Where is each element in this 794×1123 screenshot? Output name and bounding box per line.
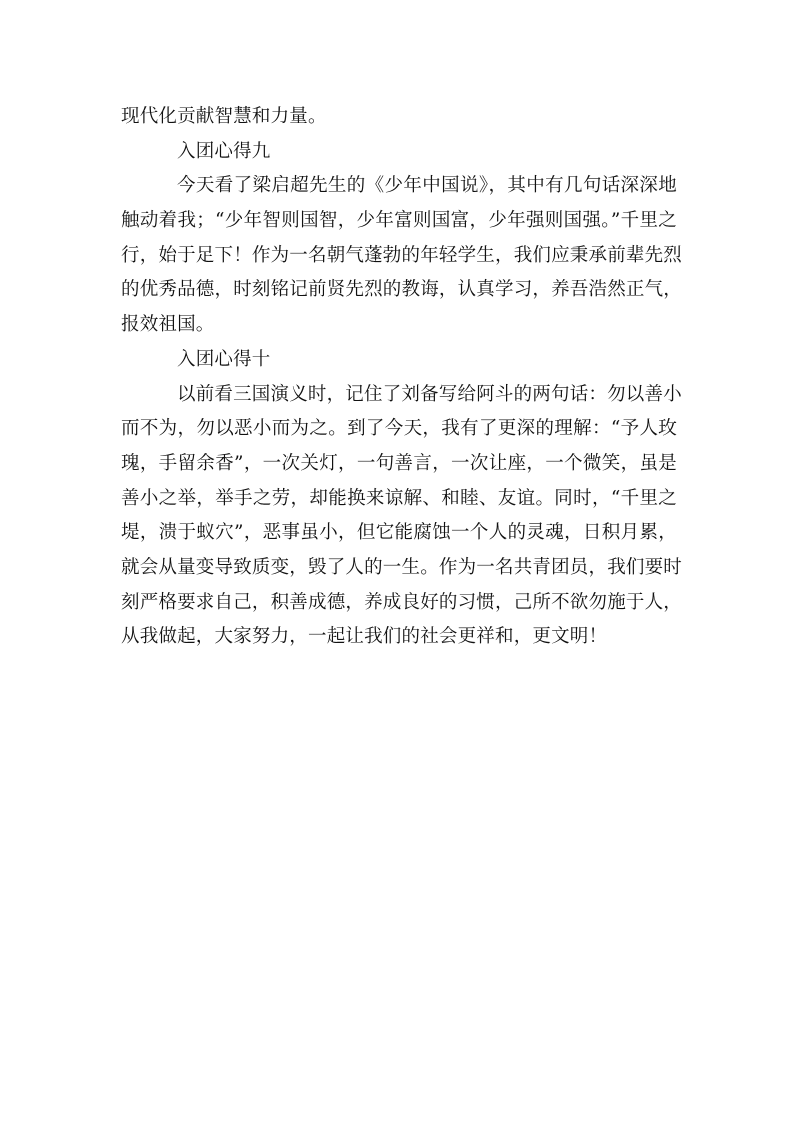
section-heading-10: 入团心得十 bbox=[177, 348, 271, 370]
paragraph-line: 刻严格要求自己，积善成德，养成良好的习惯，己所不欲勿施于人， bbox=[121, 591, 683, 613]
paragraph-line: 而不为，勿以恶小而为之。到了今天，我有了更深的理解：“予人玫 bbox=[121, 418, 677, 440]
paragraph-line: 以前看三国演义时，记住了刘备写给阿斗的两句话：勿以善小 bbox=[177, 383, 682, 405]
document-body bbox=[121, 100, 683, 655]
paragraph-line: 的优秀品德，时刻铭记前贤先烈的教诲，认真学习，养吾浩然正气， bbox=[121, 279, 683, 301]
paragraph-line: 报效祖国。 bbox=[121, 314, 215, 336]
section-heading-9: 入团心得九 bbox=[177, 140, 271, 162]
paragraph-line: 行，始于足下！作为一名朝气蓬勃的年轻学生，我们应秉承前辈先烈 bbox=[121, 244, 683, 266]
paragraph-line: 触动着我；“少年智则国智，少年富则国富，少年强则国强。”千里之 bbox=[121, 210, 677, 232]
paragraph-line: 瑰，手留余香”，一次关灯，一句善言，一次让座，一个微笑，虽是 bbox=[121, 452, 677, 474]
paragraph-line: 善小之举，举手之劳，却能换来谅解、和睦、友谊。同时，“千里之 bbox=[121, 487, 677, 509]
continuation-line: 现代化贡献智慧和力量。 bbox=[121, 106, 327, 127]
paragraph-line: 堤，溃于蚁穴”，恶事虽小，但它能腐蚀一个人的灵魂，日积月累， bbox=[121, 522, 677, 544]
paragraph-line: 今天看了梁启超先生的《少年中国说》，其中有几句话深深地 bbox=[177, 175, 677, 197]
paragraph-line: 从我做起，大家努力，一起让我们的社会更祥和，更文明！ bbox=[121, 626, 608, 648]
paragraph-line: 就会从量变导致质变，毁了人的一生。作为一名共青团员，我们要时 bbox=[121, 556, 683, 578]
